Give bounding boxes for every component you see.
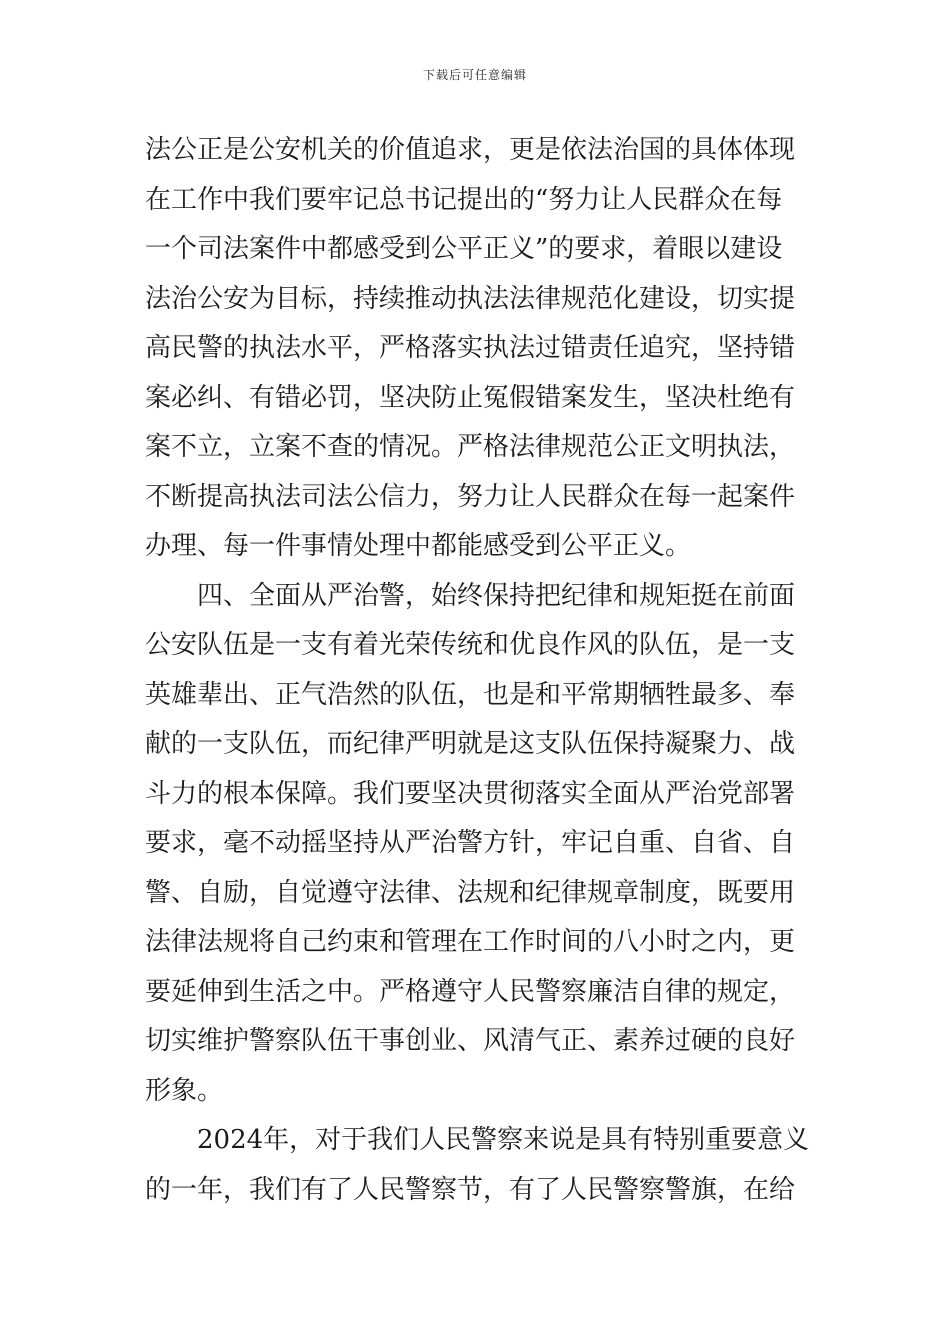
text-line: 法律法规将自己约束和管理在工作时间的八小时之内，更 xyxy=(145,927,796,957)
text-line: 形象。 xyxy=(145,1075,224,1106)
text-line: 法治公安为目标，持续推动执法法律规范化建设，切实提 xyxy=(145,283,796,314)
text-line: 办理、每一件事情处理中都能感受到公平正义。 xyxy=(145,531,692,561)
text-line: 要求，毫不动摇坚持从严治警方针，牢记自重、自省、自 xyxy=(145,828,796,858)
section-heading: 四、全面从严治警，始终保持把纪律和规矩挺在前面 xyxy=(197,580,796,611)
text-line: 在工作中我们要牢记总书记提出的“努力让人民群众在每 xyxy=(145,184,783,215)
page-header: 下载后可任意编辑 xyxy=(422,68,527,82)
text-line: 的一年，我们有了人民警察节，有了人民警察警旗，在给 xyxy=(145,1174,796,1205)
text-line: 英雄辈出、正气浩然的队伍，也是和平常期牺牲最多、奉 xyxy=(145,679,796,710)
text-line: 警、自励，自觉遵守法律、法规和纪律规章制度，既要用 xyxy=(145,877,796,908)
document-body xyxy=(145,126,815,1215)
text-line: 一个司法案件中都感受到公平正义”的要求，着眼以建设 xyxy=(145,234,783,264)
text-line: 斗力的根本保障。我们要坚决贯彻落实全面从严治党部署 xyxy=(145,778,796,809)
text-line: 公安队伍是一支有着光荣传统和优良作风的队伍，是一支 xyxy=(145,630,796,660)
text-line: 法公正是公安机关的价值追求，更是依法治国的具体体现 xyxy=(145,135,796,165)
text-line: 献的一支队伍，而纪律严明就是这支队伍保持凝聚力、战 xyxy=(145,729,796,759)
text-line: 案不立，立案不查的情况。严格法律规范公正文明执法， xyxy=(145,432,796,462)
text-line: 切实维护警察队伍干事创业、风清气正、素养过硬的良好 xyxy=(145,1026,796,1056)
text-line: 案必纠、有错必罚，坚决防止冤假错案发生，坚决杜绝有 xyxy=(145,382,796,413)
paragraph-start: 2024年，对于我们人民警察来说是具有特别重要意义 xyxy=(197,1125,810,1155)
text-line: 要延伸到生活之中。严格遵守人民警察廉洁自律的规定， xyxy=(145,976,796,1007)
text-line: 高民警的执法水平，严格落实执法过错责任追究，坚持错 xyxy=(145,333,796,363)
text-line: 不断提高执法司法公信力，努力让人民群众在每一起案件 xyxy=(145,481,796,512)
